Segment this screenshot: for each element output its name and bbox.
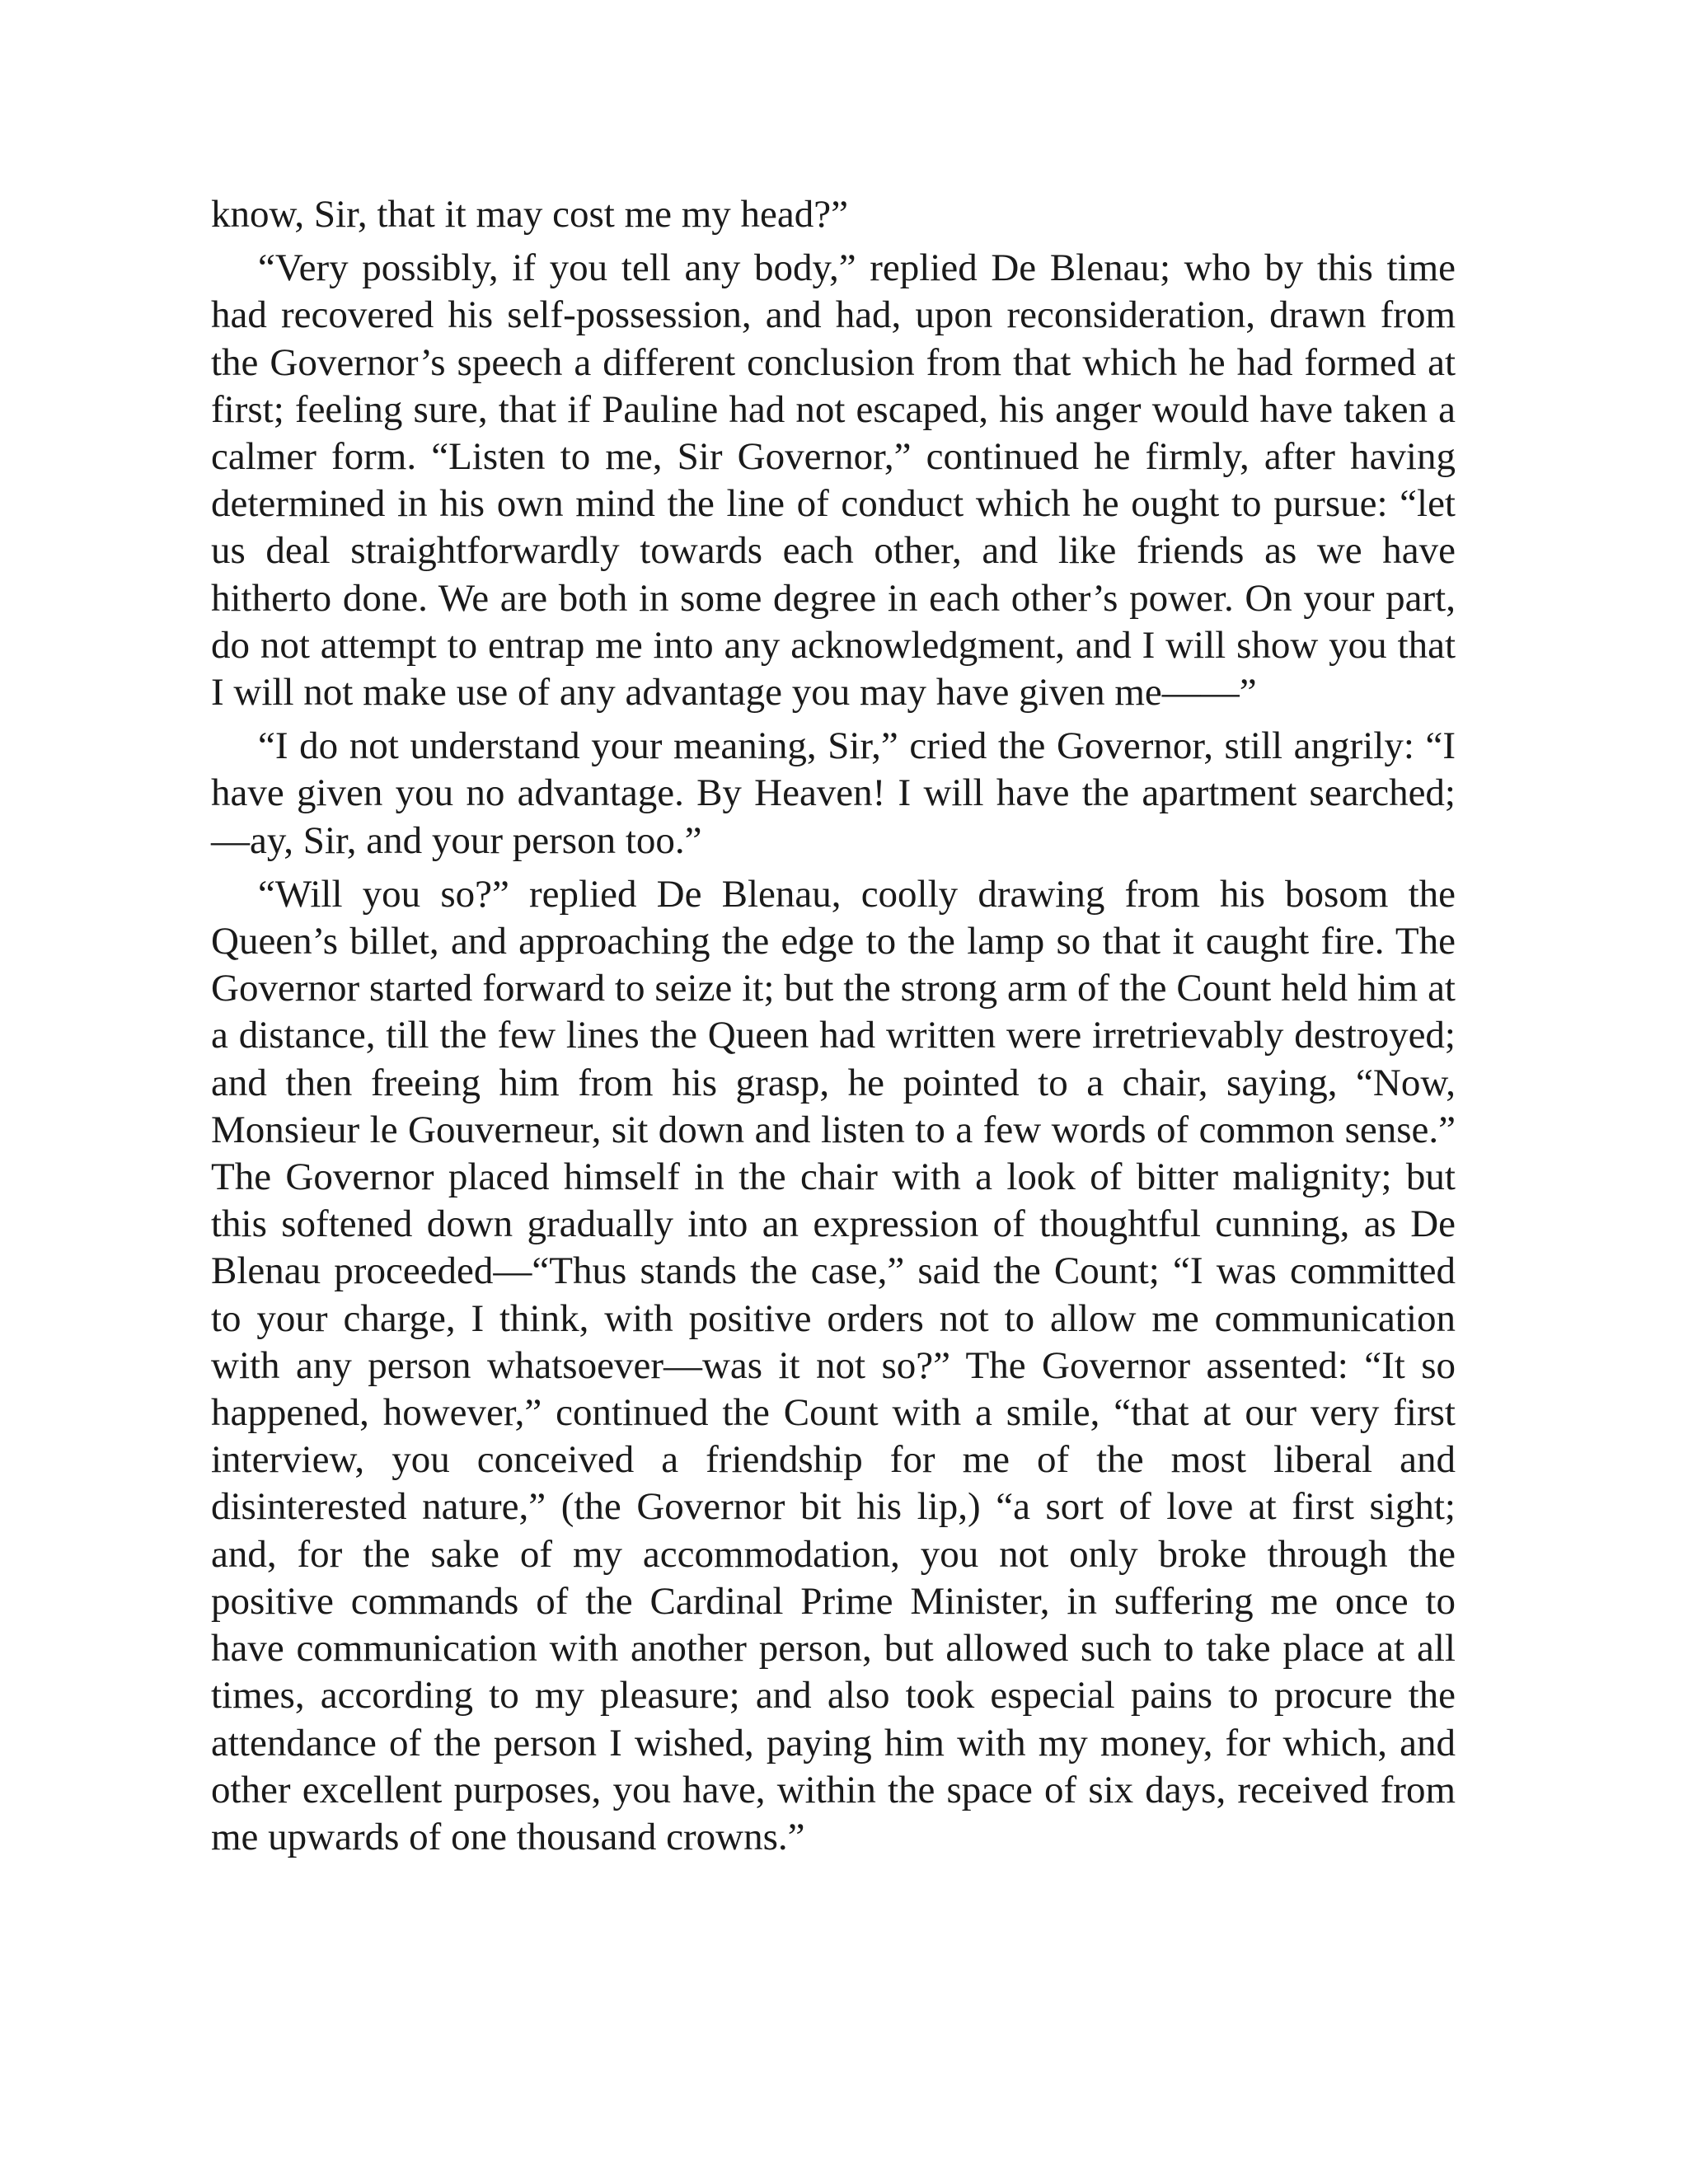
page-body bbox=[211, 191, 1456, 1868]
paragraph-continuation: know, Sir, that it may cost me my head?” bbox=[211, 193, 848, 236]
paragraph-billet-burned: “Will you so?” replied De Blenau, coolly drawing from his bosom the Queen’s billet, and approaching the edge to the lamp so that it caught fire. The Governor started forward to seize it; but the strong arm of the Count held him at a distance, till the few lines the Queen had written were irretrievably destroyed; and then freeing him from his grasp, he pointed to a chair, saying, “Now, Monsieur le Gouverneur, sit down and listen to a few words of common sense.” The Governor placed himself in the chair with a look of bitter malignity; but this softened down gradually into an expression of thoughtful cunning, as De Blenau proceeded—“Thus stands the case,” said the Count; “I was committed to your charge, I think, with positive orders not to allow me communication with any person whatsoever—was it not so?” The Governor assented: “It so happened, however,” continued the Count with a smile, “that at our very first interview, you conceived a friendship for me of the most liberal and disinterested nature,” (the Governor bit his lip,) “a sort of love at first sight; and, for the sake of my accommodation, you not only broke through the positive commands of the Cardinal Prime Minister, in suffering me once to have communication with another person, but allowed such to take place at all times, according to my pleasure; and also took especial pains to procure the attendance of the person I wished, paying him with my money, for which, and other excellent purposes, you have, within the space of six days, received from me upwards of one thousand crowns.” bbox=[211, 872, 1456, 1858]
paragraph-de-blenau-reply: “Very possibly, if you tell any body,” replied De Blenau; who by this time had recovered his self-possession, and had, upon reconsideration, drawn from the Governor’s speech a different conclusion from that which he had formed at first; feeling sure, that if Pauline had not escaped, his anger would have taken a calmer form. “Listen to me, Sir Governor,” continued he firmly, after having determined in his own mind the line of conduct which he ought to pursue: “let us deal straightforwardly towards each other, and like friends as we have hitherto done. We are both in some degree in each other’s power. On your part, do not attempt to entrap me into any acknowledgment, and I will show you that I will not make use of any advantage you may have given me——” bbox=[211, 246, 1456, 715]
paragraph-governor-reply: “I do not understand your meaning, Sir,” cried the Governor, still angrily: “I have given you no advantage. By Heaven! I will have the apartment searched;—ay, Sir, and your person too.” bbox=[211, 724, 1456, 862]
